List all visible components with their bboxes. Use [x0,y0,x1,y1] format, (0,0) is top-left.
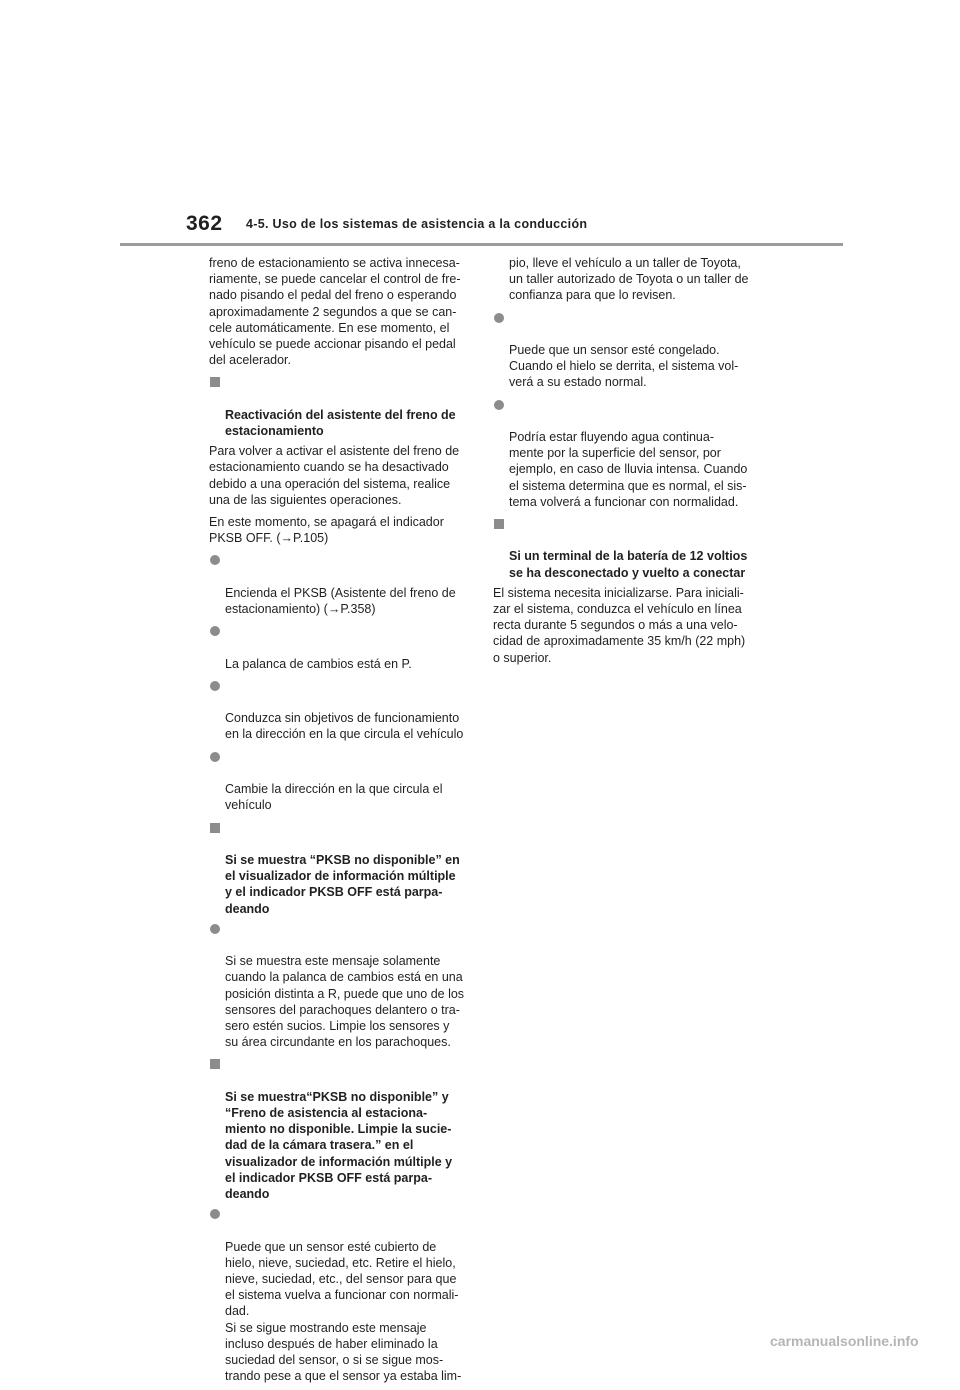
left-column [209,255,471,1390]
round-bullet-icon [494,313,504,323]
header-divider [120,243,843,246]
round-bullet-icon [210,752,220,762]
list-item [209,749,471,814]
round-bullet-icon [210,1209,220,1219]
list-item [493,397,755,510]
heading-pksb-camera [209,1056,471,1202]
continued-text: pio, lleve el vehículo a un taller de Toyota, un taller autorizado de Toyota o un taller de confianza para que lo revisen. [509,256,749,303]
list-item-text: Cambie la dirección en la que circula el vehículo [225,782,443,813]
square-bullet-icon [494,519,504,529]
square-bullet-icon [210,377,220,387]
square-bullet-icon [210,1059,220,1069]
heading-text: Si un terminal de la batería de 12 voltios se ha desconectado y vuelto a conectar [509,549,748,580]
list-item-text: Podría estar fluyendo agua continua- mente por la superficie del sensor, por ejemplo, en caso de lluvia intensa. Cuando el sistema determina que es normal, el sis- tema volverá a funcionar con normalidad. [509,430,748,509]
watermark: carmanualsonline.info [770,1333,919,1349]
paragraph: En este momento, se apagará el indicador PKSB OFF. (→P.105) [209,515,444,546]
heading-text: Si se muestra “PKSB no disponible” en el visualizador de información múltiple y el indicador PKSB OFF está parpa- deando [225,852,460,916]
round-bullet-icon [210,924,220,934]
list-item [209,678,471,743]
round-bullet-icon [210,555,220,565]
right-column [493,255,755,672]
intro-paragraph: freno de estacionamiento se activa innecesa- riamente, se puede cancelar el control de fre- nado pisando el pedal del freno o esperando aproximadamente 2 segundos a que se can- cele automáticamente. En ese momento, el vehículo se puede accionar pisando el pedal del acelerador. [209,256,461,368]
list-item-text: Conduzca sin objetivos de funcionamiento en la dirección en la que circula el vehículo [225,711,464,742]
page-number: 362 [186,212,223,235]
round-bullet-icon [210,681,220,691]
heading-battery [493,516,755,581]
list-item [209,552,471,617]
heading-pksb-unavailable [209,820,471,917]
round-bullet-icon [494,400,504,410]
list-item [493,310,755,391]
paragraph: El sistema necesita inicializarse. Para iniciali- zar el sistema, conduzca el vehículo en línea recta durante 5 segundos o más a una velo- cidad de aproximadamente 35 km/h (22 mph) o superior. [493,585,746,665]
square-bullet-icon [210,823,220,833]
list-item-text: Encienda el PKSB (Asistente del freno de estacionamiento) (→P.358) [225,585,456,617]
list-item [209,623,471,672]
heading-text: Si se muestra“PKSB no disponible” y “Freno de asistencia al estaciona- miento no disponible. Limpie la sucie- dad de la cámara trasera.” en el visualizador de información múltiple y el indicador PKSB OFF está parpa- deando [225,1089,453,1201]
section-title: 4-5. Uso de los sistemas de asistencia a la conducción [246,217,588,231]
round-bullet-icon [210,626,220,636]
list-item-text: Puede que un sensor esté cubierto de hielo, nieve, suciedad, etc. Retire el hielo, nieve, suciedad, etc., del sensor para que el sistema vuelva a funcionar con normali- dad. Si se sigue mostrando este mensaje incluso después de haber eliminado la suciedad del sensor, o si se sigue mos- trando pese a que el sensor ya estaba lim- [225,1239,462,1384]
list-item-text: La palanca de cambios está en P. [225,656,412,671]
heading-reactivation [209,374,471,439]
paragraph: Para volver a activar el asistente del freno de estacionamiento cuando se ha desactivado debido a una operación del sistema, realice una de las siguientes operaciones. [209,444,460,507]
heading-text: Reactivación del asistente del freno de estacionamiento [225,407,456,439]
list-item-text: Si se muestra este mensaje solamente cuando la palanca de cambios está en una posición distinta a R, puede que uno de los sensores del parachoques delantero o tra- sero estén sucios. Limpie los sensores y su área circundante en los parachoques. [225,954,465,1050]
list-item-text: Puede que un sensor esté congelado. Cuando el hielo se derrita, el sistema vol- verá a su estado normal. [509,343,739,390]
list-item [209,921,471,1051]
